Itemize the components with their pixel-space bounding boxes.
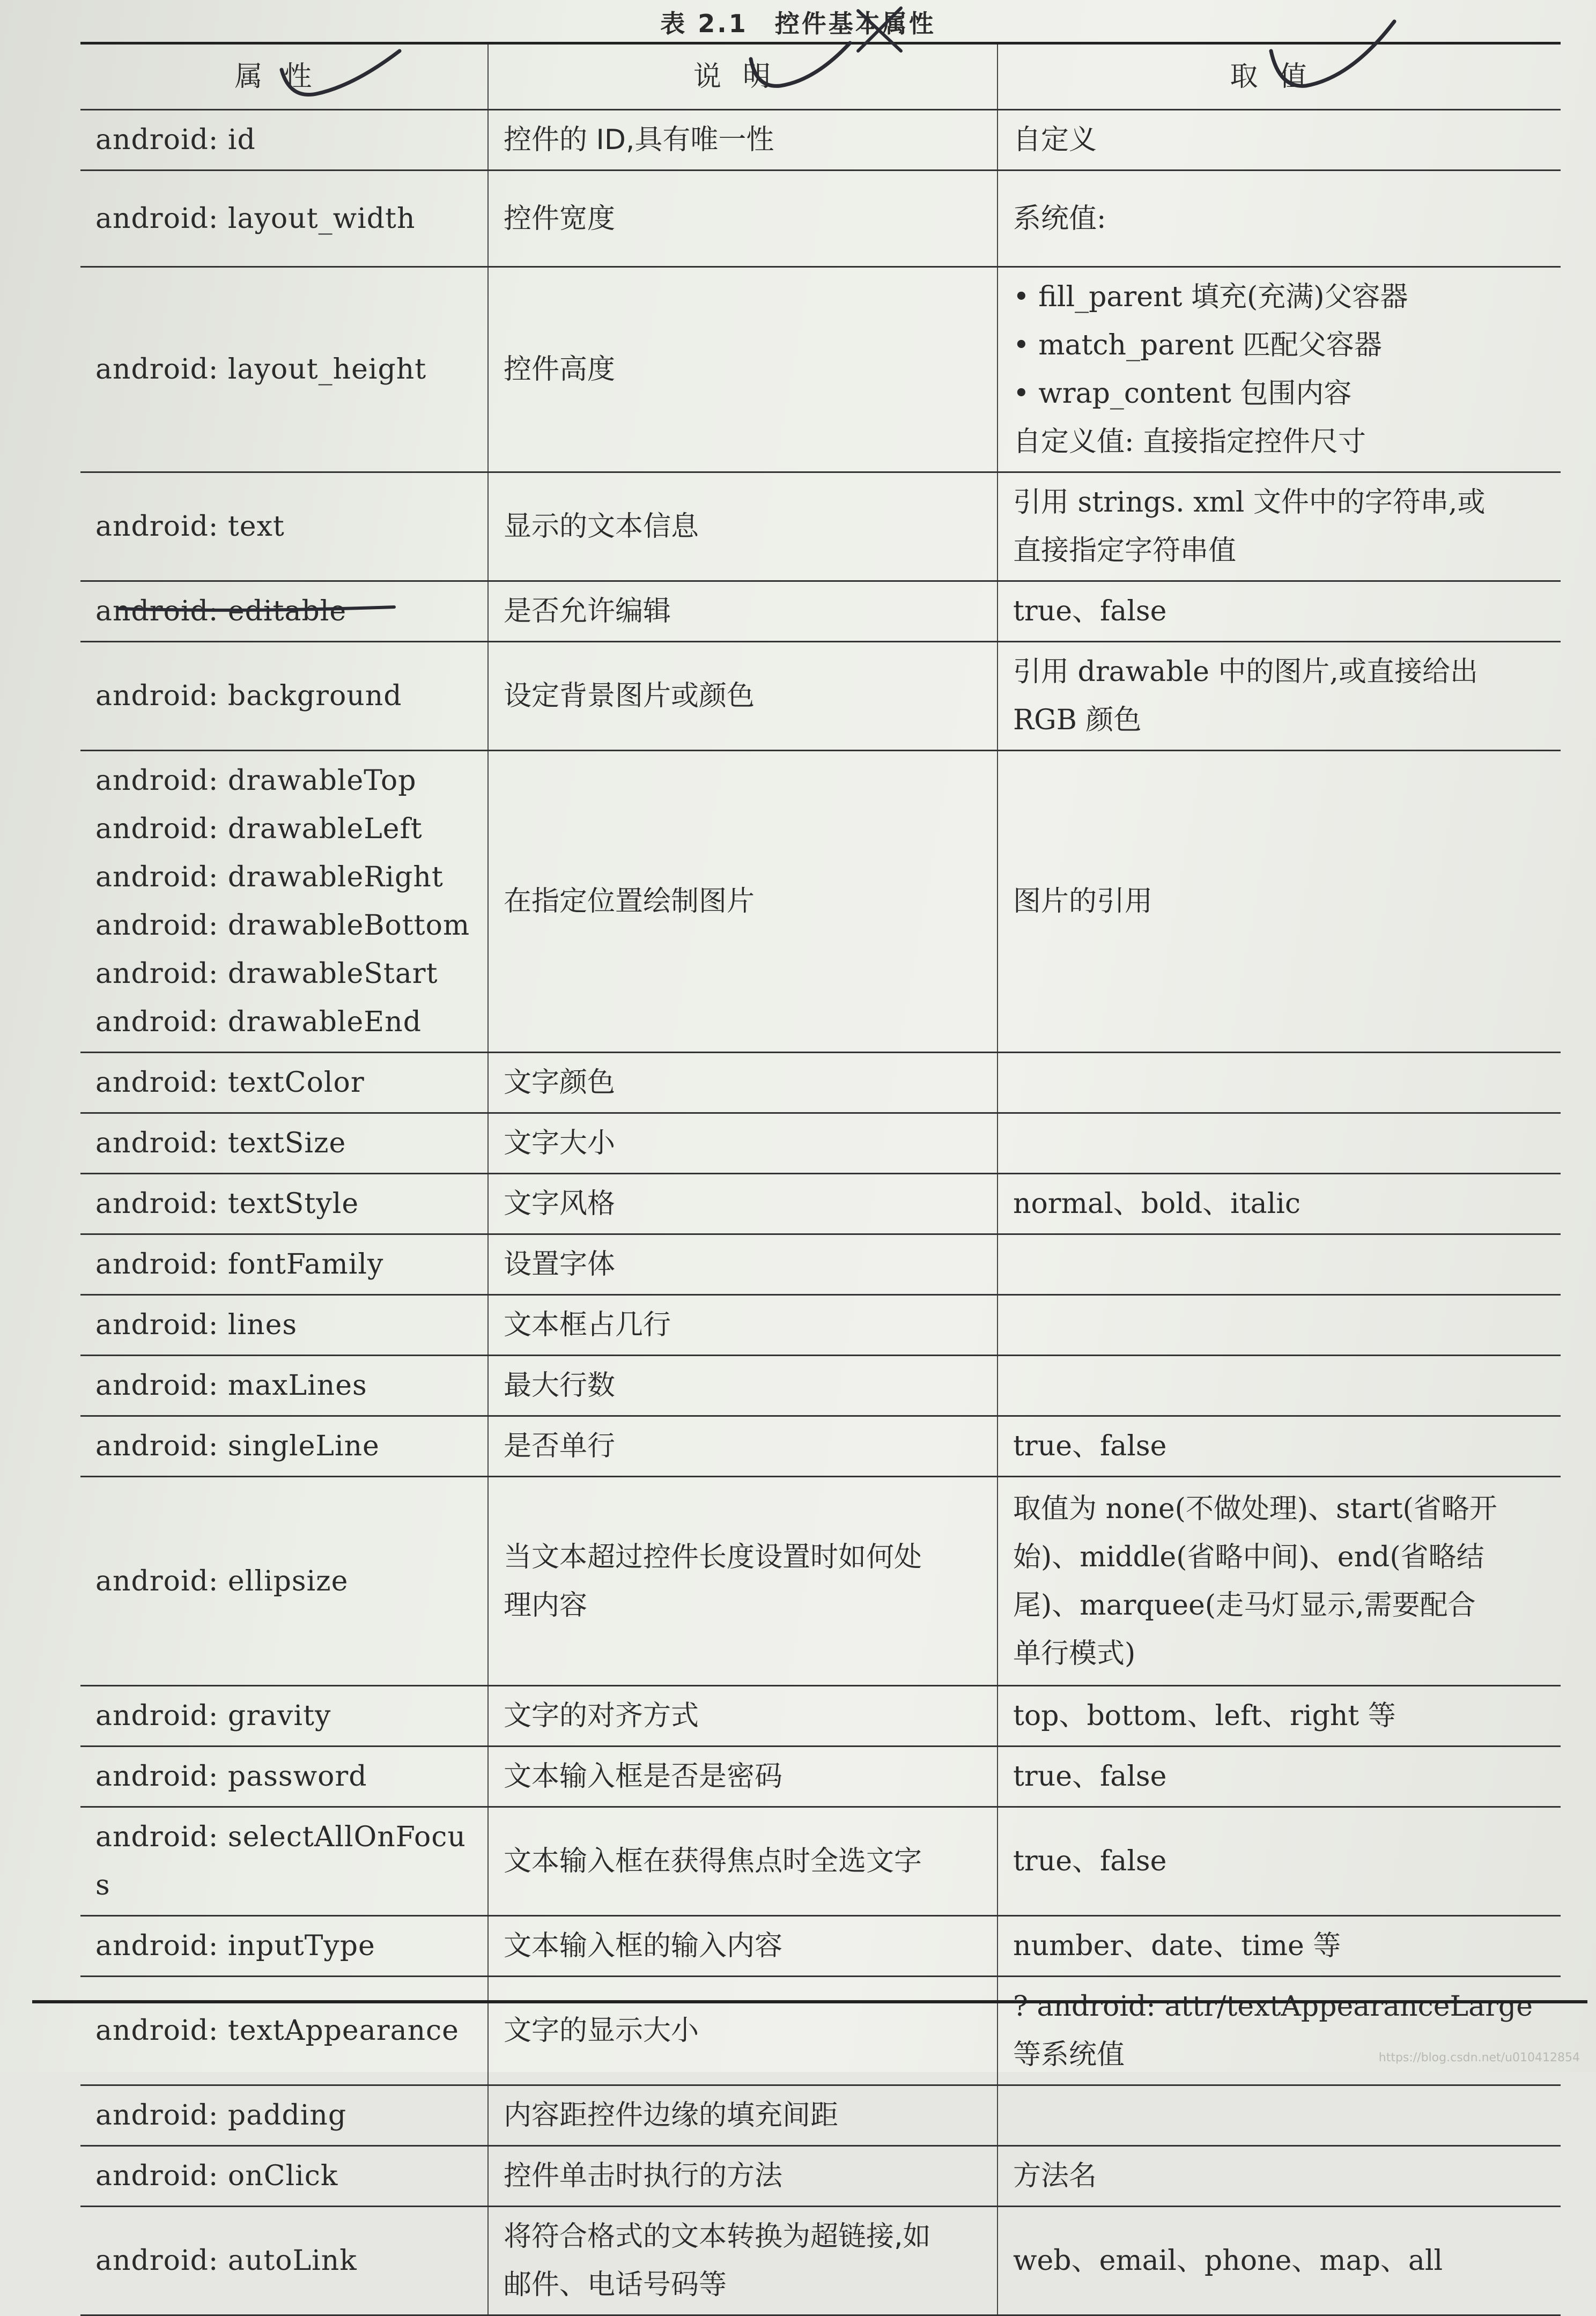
attribute-cell-line: android: ellipsize bbox=[95, 1565, 349, 1597]
description-cell-line: 文字颜色 bbox=[504, 1067, 616, 1099]
value-cell-line: true、false bbox=[1013, 595, 1167, 627]
value-cell bbox=[997, 2207, 1561, 2315]
description-cell-line: 是否允许编辑 bbox=[504, 595, 671, 627]
attribute-cell-line: android: textSize bbox=[95, 1127, 346, 1159]
description-cell-line: 当文本超过控件长度设置时如何处 bbox=[504, 1541, 922, 1573]
description-cell bbox=[488, 2207, 997, 2315]
attribute-cell-line: android: gravity bbox=[95, 1700, 331, 1732]
cross-out-mark bbox=[858, 8, 901, 51]
attribute-cell-line: android: singleLine bbox=[95, 1430, 380, 1462]
description-cell-line: 文字的对齐方式 bbox=[504, 1700, 699, 1732]
watermark: https://blog.csdn.net/u010412854 bbox=[1378, 2051, 1580, 2065]
attribute-cell-line: android: inputType bbox=[95, 1930, 375, 1962]
attribute-cell-line: android: drawableStart bbox=[95, 958, 438, 990]
description-cell-line: 控件的 ID,具有唯一性 bbox=[504, 124, 774, 156]
description-cell-line: 在指定位置绘制图片 bbox=[504, 885, 755, 917]
description-cell-line: 显示的文本信息 bbox=[504, 510, 699, 543]
value-cell-line: 等系统值 bbox=[1013, 2039, 1125, 2071]
value-cell-line: 图片的引用 bbox=[1013, 885, 1153, 917]
table-row bbox=[80, 2146, 1561, 2207]
attribute-cell-line: android: id bbox=[95, 124, 256, 156]
attribute-cell bbox=[80, 2207, 488, 2315]
value-cell bbox=[997, 2146, 1561, 2207]
value-cell-line: ? android: attr/textAppearanceLarge bbox=[1013, 1991, 1533, 2023]
attribute-cell bbox=[80, 2146, 488, 2207]
header-value: 取值 bbox=[997, 43, 1561, 110]
value-cell-line: • wrap_content 包围内容 bbox=[1013, 378, 1352, 410]
attribute-cell-line: android: textAppearance bbox=[95, 2015, 459, 2047]
value-cell-line: RGB 颜色 bbox=[1013, 704, 1142, 736]
description-cell-line: 设定背景图片或颜色 bbox=[504, 680, 755, 712]
attribute-cell-line: android: drawableLeft bbox=[95, 813, 423, 845]
attribute-cell-line: android: selectAllOnFocus bbox=[95, 1821, 466, 1901]
underline-background bbox=[118, 607, 394, 610]
value-cell-line: 始)、middle(省略中间)、end(省略结 bbox=[1013, 1541, 1484, 1573]
description-cell-line: 文字的显示大小 bbox=[504, 2015, 699, 2047]
description-cell-line: 最大行数 bbox=[504, 1370, 616, 1402]
value-cell-line: 尾)、marquee(走马灯显示,需要配合 bbox=[1013, 1589, 1476, 1622]
table-row bbox=[80, 2207, 1561, 2315]
attribute-cell-line: android: background bbox=[95, 680, 402, 712]
attribute-cell-line: android: drawableEnd bbox=[95, 1006, 422, 1038]
description-cell-line: 文字风格 bbox=[504, 1188, 616, 1220]
table-row bbox=[80, 2085, 1561, 2146]
attribute-cell-line: android: drawableRight bbox=[95, 861, 444, 893]
value-cell-line: web、email、phone、map、all bbox=[1013, 2245, 1443, 2277]
description-cell-line: 内容距控件边缘的填充间距 bbox=[504, 2099, 839, 2132]
attribute-cell-line: android: textColor bbox=[95, 1067, 365, 1099]
value-cell-line: 直接指定字符串值 bbox=[1013, 535, 1237, 567]
description-cell-line: 理内容 bbox=[504, 1589, 588, 1622]
attribute-cell-line: android: password bbox=[95, 1760, 367, 1793]
description-cell-line: 邮件、电话号码等 bbox=[504, 2269, 727, 2301]
value-cell-line: normal、bold、italic bbox=[1013, 1188, 1301, 1220]
value-cell-line: number、date、time 等 bbox=[1013, 1930, 1341, 1962]
attribute-cell-line: android: text bbox=[95, 510, 285, 543]
value-cell-line: 系统值: bbox=[1013, 202, 1106, 235]
description-cell-line: 控件单击时执行的方法 bbox=[504, 2160, 783, 2192]
check-mark-desc bbox=[751, 43, 850, 86]
attribute-cell-line: android: drawableTop bbox=[95, 765, 417, 797]
description-cell-line: 控件宽度 bbox=[504, 202, 616, 235]
value-cell-line: • match_parent 匹配父容器 bbox=[1013, 329, 1382, 361]
description-cell-line: 设置字体 bbox=[504, 1248, 616, 1281]
description-cell bbox=[488, 2146, 997, 2207]
attribute-cell-line: android: textStyle bbox=[95, 1188, 359, 1220]
value-cell-line: 方法名 bbox=[1013, 2160, 1097, 2192]
description-cell-line: 文字大小 bbox=[504, 1127, 616, 1159]
attribute-cell-line: android: drawableBottom bbox=[95, 909, 470, 942]
check-mark-value bbox=[1271, 21, 1394, 86]
description-cell-line: 将符合格式的文本转换为超链接,如 bbox=[504, 2221, 931, 2253]
description-cell-line: 文本输入框的输入内容 bbox=[504, 1930, 783, 1962]
value-cell-line: true、false bbox=[1013, 1845, 1167, 1877]
description-cell-line: 控件高度 bbox=[504, 353, 616, 386]
table-caption: 表 2.1 控件基本属性 bbox=[660, 9, 936, 38]
attribute-cell-line: android: editable bbox=[95, 595, 347, 627]
description-cell bbox=[488, 2085, 997, 2146]
value-cell-line: true、false bbox=[1013, 1760, 1167, 1793]
description-cell-line: 文本输入框是否是密码 bbox=[504, 1760, 783, 1793]
attribute-cell-line: android: fontFamily bbox=[95, 1248, 384, 1281]
value-cell-line: 引用 drawable 中的图片,或直接给出 bbox=[1013, 656, 1478, 688]
value-cell bbox=[997, 2085, 1561, 2146]
value-cell-line: 自定义值: 直接指定控件尺寸 bbox=[1013, 426, 1366, 458]
value-cell-line: top、bottom、left、right 等 bbox=[1013, 1700, 1396, 1732]
header-description: 说明 bbox=[488, 43, 997, 110]
value-cell-line: true、false bbox=[1013, 1430, 1167, 1462]
attribute-cell-line: android: lines bbox=[95, 1309, 298, 1341]
header-attribute: 属性 bbox=[80, 43, 488, 110]
value-cell-line: 取值为 none(不做处理)、start(省略开 bbox=[1013, 1492, 1497, 1525]
attribute-cell-line: android: layout_width bbox=[95, 202, 416, 235]
description-cell-line: 文本输入框在获得焦点时全选文字 bbox=[504, 1845, 922, 1877]
attribute-cell-line: android: autoLink bbox=[95, 2245, 357, 2277]
value-cell-line: 自定义 bbox=[1013, 124, 1097, 156]
attribute-cell-line: android: padding bbox=[95, 2099, 347, 2132]
description-cell-line: 文本框占几行 bbox=[504, 1309, 671, 1341]
attribute-cell bbox=[80, 2085, 488, 2146]
description-cell-line: 是否单行 bbox=[504, 1430, 616, 1462]
value-cell-line: • fill_parent 填充(充满)父容器 bbox=[1013, 281, 1408, 313]
attribute-cell-line: android: maxLines bbox=[95, 1370, 367, 1402]
value-cell-line: 引用 strings. xml 文件中的字符串,或 bbox=[1013, 486, 1486, 519]
attribute-cell-line: android: onClick bbox=[95, 2160, 338, 2192]
check-mark-attr bbox=[282, 51, 400, 95]
attribute-cell-line: android: layout_height bbox=[95, 353, 427, 386]
value-cell-line: 单行模式) bbox=[1013, 1637, 1136, 1670]
